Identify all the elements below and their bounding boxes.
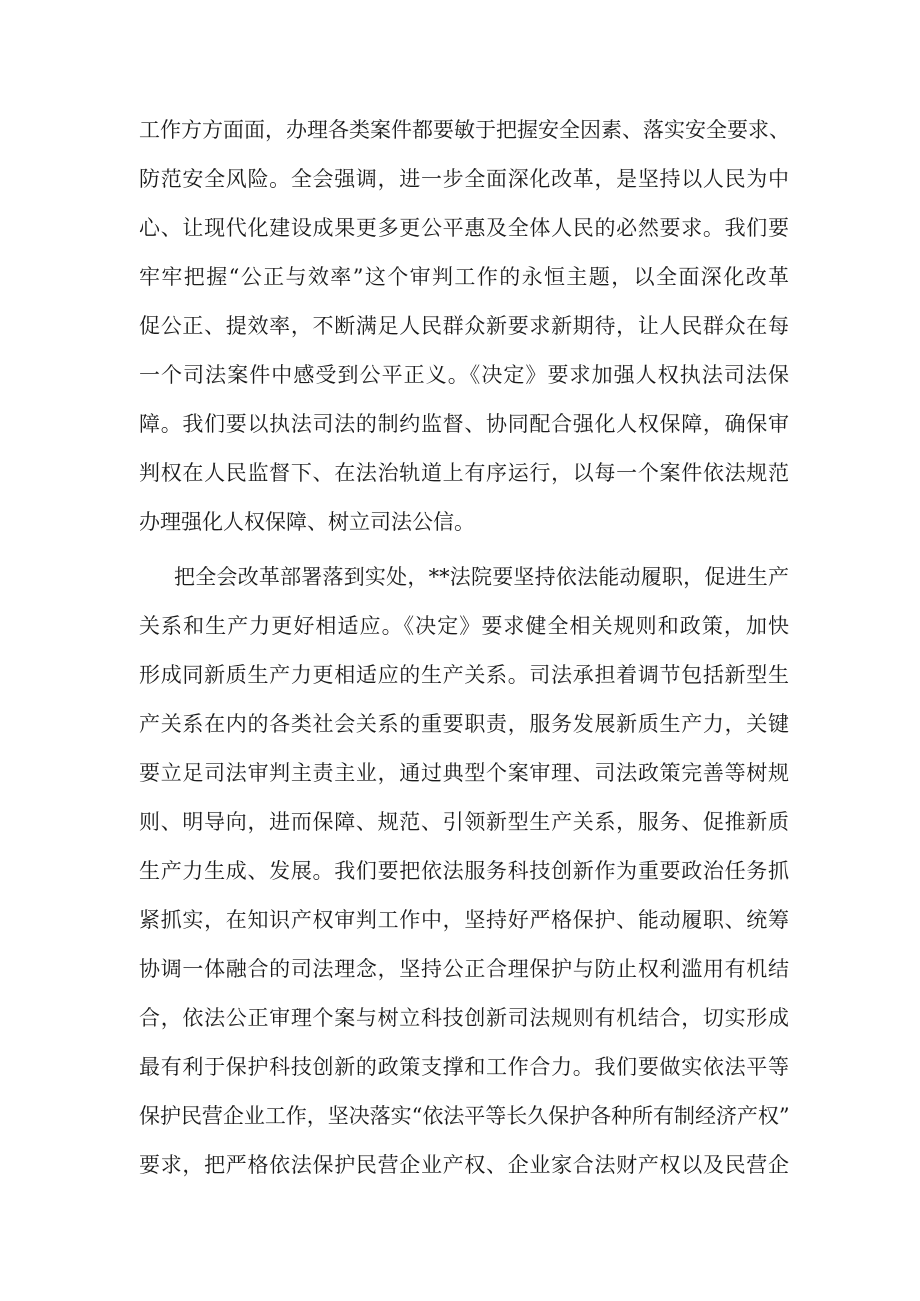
paragraph-2-line-2: 关系和生产力更好相适应。《决定》要求健全相关规则和政策，加快 [139, 614, 789, 638]
paragraph-2-line-13: 要求，把严格依法保护民营企业产权、企业家合法财产权以及民营企 [139, 1153, 789, 1177]
paragraph-2-line-3: 形成同新质生产力更相适应的生产关系。司法承担着调节包括新型生 [139, 663, 789, 687]
paragraph-2-line-7: 生产力生成、发展。我们要把依法服务科技创新作为重要政治任务抓 [139, 859, 789, 883]
paragraph-1-line-8: 判权在人民监督下、在法治轨道上有序运行，以每一个案件依法规范 [139, 461, 789, 485]
paragraph-1-line-2: 防范安全风险。全会强调，进一步全面深化改革，是坚持以人民为中 [139, 167, 789, 191]
paragraph-1-line-6: 一个司法案件中感受到公平正义。《决定》要求加强人权执法司法保 [139, 363, 789, 387]
paragraph-1-line-7: 障。我们要以执法司法的制约监督、协同配合强化人权保障，确保审 [139, 412, 789, 436]
paragraph-1-line-5: 促公正、提效率，不断满足人民群众新要求新期待，让人民群众在每 [139, 314, 789, 338]
paragraph-2-line-4: 产关系在内的各类社会关系的重要职责，服务发展新质生产力，关键 [139, 712, 789, 736]
paragraph-2-line-12: 保护民营企业工作，坚决落实“依法平等长久保护各种所有制经济产权” [139, 1104, 789, 1128]
paragraph-2-line-9: 协调一体融合的司法理念，坚持公正合理保护与防止权利滥用有机结 [139, 957, 789, 981]
paragraph-2-line-10: 合，依法公正审理个案与树立科技创新司法规则有机结合，切实形成 [139, 1006, 789, 1030]
paragraph-2-line-8: 紧抓实，在知识产权审判工作中，坚持好严格保护、能动履职、统筹 [139, 908, 789, 932]
paragraph-2-line-11: 最有利于保护科技创新的政策支撑和工作合力。我们要做实依法平等 [139, 1055, 789, 1079]
paragraph-1-line-4: 牢牢把握“公正与效率”这个审判工作的永恒主题，以全面深化改革 [139, 265, 789, 289]
paragraph-2-line-1: 把全会改革部署落到实处，**法院要坚持依法能动履职，促进生产 [174, 565, 789, 589]
paragraph-1-line-9: 办理强化人权保障、树立司法公信。 [139, 510, 475, 534]
paragraph-2-line-6: 则、明导向，进而保障、规范、引领新型生产关系，服务、促推新质 [139, 810, 789, 834]
paragraph-1-line-1: 工作方方面面，办理各类案件都要敏于把握安全因素、落实安全要求、 [139, 118, 790, 142]
paragraph-2-line-5: 要立足司法审判主责主业，通过典型个案审理、司法政策完善等树规 [139, 761, 789, 785]
paragraph-1-line-3: 心、让现代化建设成果更多更公平惠及全体人民的必然要求。我们要 [139, 216, 789, 240]
